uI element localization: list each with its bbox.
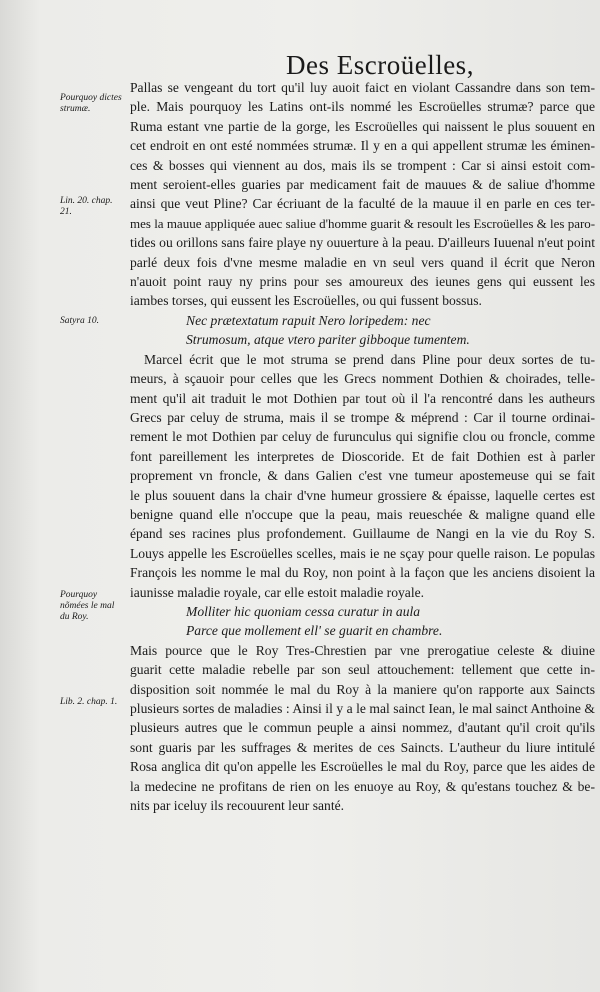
margin-note-2: Lin. 20. chap. 21. — [60, 196, 113, 217]
text-line: Pallas se vengeant du tort qu'il luy auoit faict en violant Cassandre dans son tem- — [130, 80, 595, 95]
verse-line: Molliter hic quoniam cessa curatur in aula — [186, 603, 421, 619]
verse-line: Parce que mollement ell' se guarit en chambre. — [186, 623, 443, 639]
margin-note-3: Satyra 10. — [60, 316, 100, 326]
text-line: épand ses racines plus profondement. Guillaume de Nangi en la vie du Roy S. — [130, 526, 595, 542]
text-line: Mais pource que le Roy Tres-Chrestien par vne prerogatiue celeste & diuine — [130, 642, 595, 658]
text-line: ces & bosses qui viennent au dos, mais ils se trompent : Car si ainsi estoit com- — [130, 157, 595, 173]
text-line: iambes torses, qui eussent les Escroüelles, ou qui fussent bossus. — [130, 293, 482, 309]
text-line: parlé deux fois d'vne mesme maladie en vn seul vers quand il écrit que Neron — [130, 254, 595, 270]
margin-note-5: Lib. 2. chap. 1. — [60, 697, 118, 707]
text-line: meurs, à sçauoir pour celles que les Grecs nomment Dothien & choirades, telle- — [130, 371, 595, 387]
margin-note-1: Pourquoy dictes strumæ. — [60, 93, 122, 114]
text-line: n'auoit point rauy ny prins pour ses amoureux des ieunes gens qui eussent les — [130, 274, 595, 290]
text-line: Ruma estant vne partie de la gorge, les Escroüelles qui naissent le plus souuent en — [130, 118, 595, 134]
text-line: la medecine ne profitans de rien on les enuoye au Roy, & qu'estans touchez & be- — [130, 778, 595, 794]
text-line: ment seroient-elles guaries par medicament fait de mauues & de saliue d'homme — [130, 177, 595, 193]
text-line: sont guaris par les suffrages & merites de ces Saincts. L'autheur du liure intitulé — [130, 739, 595, 755]
verse-line: Strumosum, atque vtero pariter gibboque tumentem. — [186, 332, 470, 348]
text-line: le plus souuent dans la chair d'vne humeur grossiere & épaisse, laquelle certes est — [130, 487, 595, 503]
text-line: font pareillement les interpretes de Dioscoride. Et de fait Dothien est à parler — [130, 448, 595, 464]
text-line: ment qu'il ait traduit le mot Dothien par tout où il l'a rencontré dans les autheurs — [130, 390, 595, 406]
text-line: mes la mauue appliquée auec saliue d'homme guarit & resoult les Escroüelles & les paro- — [130, 215, 596, 231]
text-line: iaunisse maladie royale, car elle estoit maladie royale. — [130, 584, 425, 600]
text-line: Rosa anglica dit qu'on appelle les Escroüelles le mal du Roy, parce que les aides de — [130, 759, 595, 775]
verse-line: Nec prætextatum rapuit Nero loripedem: nec — [186, 312, 431, 328]
running-head: Des Escroüelles, — [286, 50, 474, 80]
text-line: plusieurs autres que le commun peuple a ainsi nommez, d'autant qu'il croit qu'ils — [130, 720, 595, 736]
text-line: tides ou orillons sans faire playe ny ouuerture à la peau. D'ailleurs Iuuenal n'eut point — [130, 235, 595, 251]
text-line: proprement vn froncle, & dans Galien c'est vne tumeur apostemeuse qui se fait — [130, 468, 595, 484]
text-line: François les nomme le mal du Roy, non point à la façon que les anciens disoient la — [130, 565, 595, 581]
text-line: plusieurs sortes de maladies : Ainsi il y a le mal sainct Iean, le mal sainct Anthoine & — [130, 701, 595, 716]
text-line: ple. Mais pourquoy les Latins ont-ils nommé les Escroüelles strumæ? parce que — [130, 99, 595, 115]
text-line: guarit cette maladie rebelle par son seul attouchement: tellement que cette in- — [130, 662, 595, 678]
text-line: Grecs par celuy de struma, mais il se trompe & méprend : Car il tourne ordinai- — [130, 409, 595, 425]
text-line: Marcel écrit que le mot struma se prend dans Pline pour deux sortes de tu- — [144, 351, 595, 367]
text-line: nits par iceluy ils recouurent leur santé. — [130, 798, 345, 814]
text-line: cet endroit en ont esté nommées strumæ. Il y en a qui appellent strumæ les éminen- — [130, 138, 595, 154]
text-line: benigne quand elle n'occupe que la peau, mais reueschée & maligne quand elle — [130, 506, 595, 522]
body-text — [130, 78, 595, 815]
text-line: rement le mot Dothien par celuy de furunculus qui signifie clou ou froncle, comme — [130, 429, 595, 445]
text-line: Louys appelle les Escroüelles scelles, mais ie ne sçay pour quelle raison. Le populas — [130, 545, 595, 561]
text-line: ainsi que veut Pline? Car écriuant de la faculté de la mauue il en parle en ces ter- — [130, 196, 595, 212]
margin-note-4: Pourquoy nõmées le mal du Roy. — [60, 590, 115, 622]
text-line: disposition soit nommée le mal du Roy à la maniere qu'on rapporte aux Saincts — [130, 681, 595, 697]
